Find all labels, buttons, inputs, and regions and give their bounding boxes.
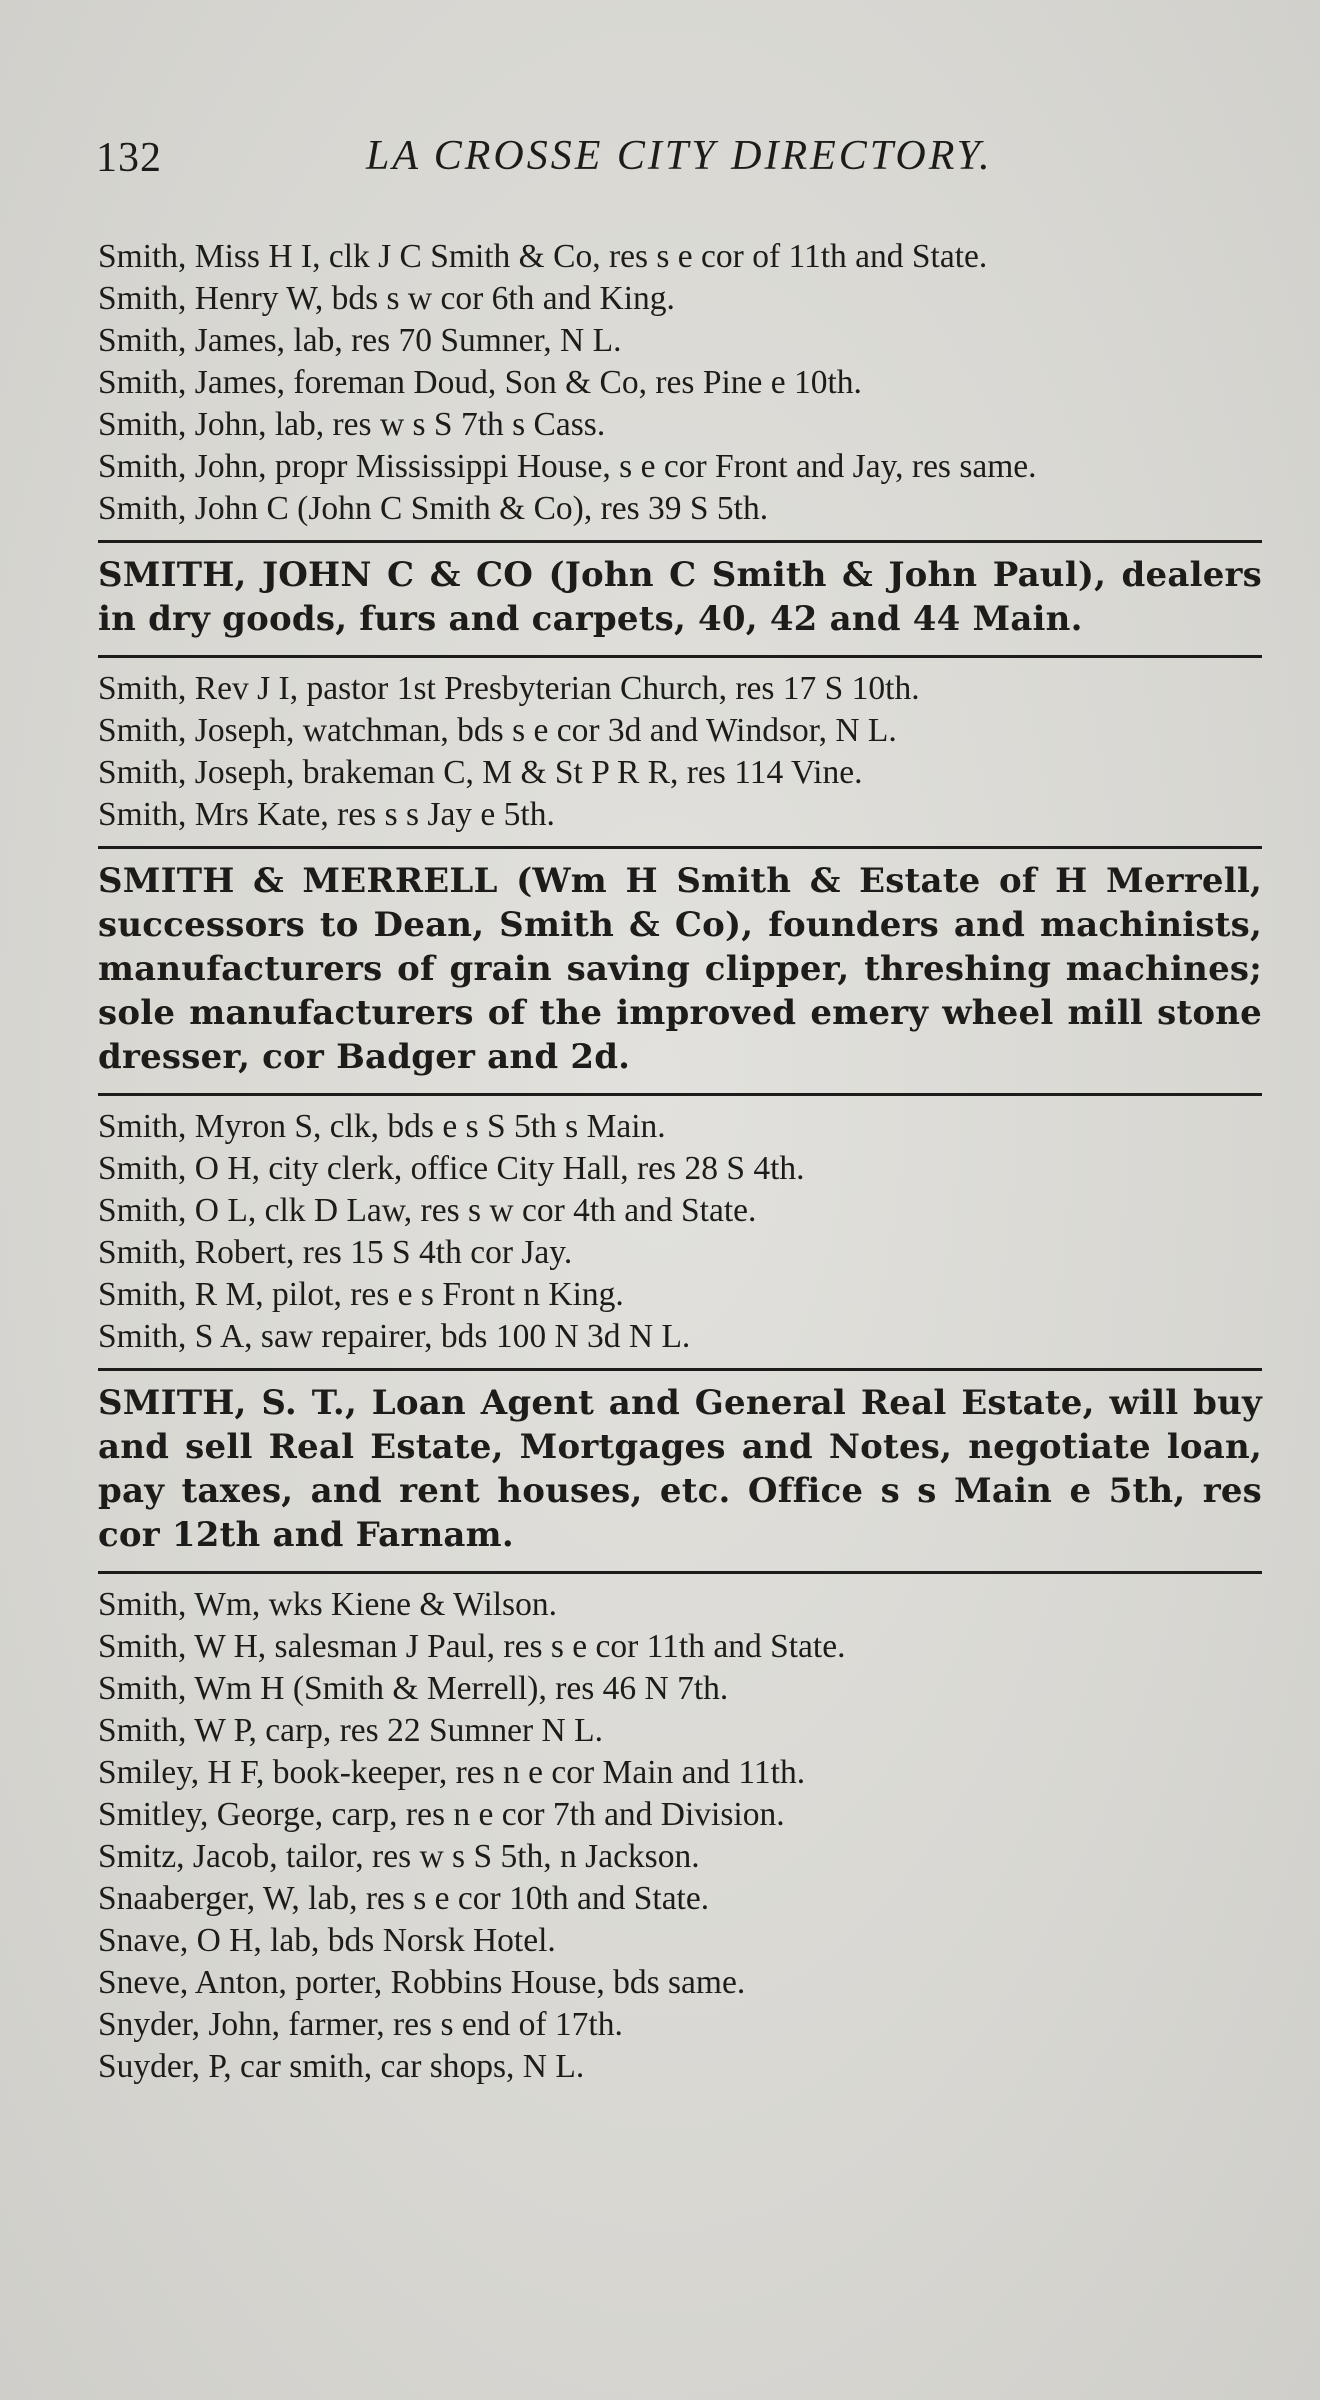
featured-listing: SMITH, JOHN C & CO (John C Smith & John Paul), dealers in dry goods, furs and carpets, 40, 42 and 44 Main. [98, 555, 1262, 639]
page-number: 132 [96, 135, 162, 181]
list-item: Smith, W P, carp, res 22 Sumner N L. [98, 1712, 603, 1749]
list-item: Smiley, H F, book-keeper, res n e cor Main and 11th. [98, 1754, 806, 1791]
list-item: Smith, Robert, res 15 S 4th cor Jay. [98, 1234, 573, 1271]
list-item: Snyder, John, farmer, res s end of 17th. [98, 2006, 623, 2043]
list-item: Smith, Joseph, watchman, bds s e cor 3d and Windsor, N L. [98, 712, 897, 749]
featured-listing: SMITH & MERRELL (Wm H Smith & Estate of H Merrell, successors to Dean, Smith & Co), founders and machinists, manufacturers of grain saving clipper, threshing machines; sole manufacturers of the improved emery wheel mill stone dresser, cor Badger and 2d. [98, 861, 1262, 1077]
list-item: Smith, Mrs Kate, res s s Jay e 5th. [98, 796, 555, 833]
list-item: Smith, Wm H (Smith & Merrell), res 46 N 7th. [98, 1670, 729, 1707]
featured-listing-box [98, 846, 1262, 1096]
list-item: Smith, James, lab, res 70 Sumner, N L. [98, 322, 622, 359]
directory-listing [98, 236, 1262, 2088]
list-item: Smith, Rev J I, pastor 1st Presbyterian Church, res 17 S 10th. [98, 670, 920, 707]
running-title: LA CROSSE CITY DIRECTORY. [366, 133, 993, 179]
list-item: Smitley, George, carp, res n e cor 7th and Division. [98, 1796, 785, 1833]
list-item: Smith, R M, pilot, res e s Front n King. [98, 1276, 624, 1313]
list-item: Smith, John, propr Mississippi House, s e cor Front and Jay, res same. [98, 448, 1037, 485]
featured-listing-box [98, 1368, 1262, 1574]
list-item: Smith, O H, city clerk, office City Hall, res 28 S 4th. [98, 1150, 805, 1187]
page-header [96, 128, 1260, 188]
list-item: Smith, O L, clk D Law, res s w cor 4th and State. [98, 1192, 757, 1229]
featured-listing: SMITH, S. T., Loan Agent and General Real Estate, will buy and sell Real Estate, Mortgages and Notes, negotiate loan, pay taxes, and rent houses, etc. Office s s Main e 5th, res cor 12th and Farnam. [98, 1383, 1262, 1555]
list-item: Snave, O H, lab, bds Norsk Hotel. [98, 1922, 556, 1959]
list-item: Snaaberger, W, lab, res s e cor 10th and State. [98, 1880, 710, 1917]
list-item: Smitz, Jacob, tailor, res w s S 5th, n Jackson. [98, 1838, 700, 1875]
featured-listing-box [98, 540, 1262, 658]
list-item: Smith, W H, salesman J Paul, res s e cor 11th and State. [98, 1628, 846, 1665]
list-item: Smith, James, foreman Doud, Son & Co, res Pine e 10th. [98, 364, 862, 401]
list-item: Suyder, P, car smith, car shops, N L. [98, 2048, 585, 2085]
list-item: Smith, S A, saw repairer, bds 100 N 3d N L. [98, 1318, 691, 1355]
list-item: Smith, John C (John C Smith & Co), res 39 S 5th. [98, 490, 769, 527]
list-item: Sneve, Anton, porter, Robbins House, bds same. [98, 1964, 746, 2001]
list-item: Smith, Henry W, bds s w cor 6th and King. [98, 280, 675, 317]
list-item: Smith, John, lab, res w s S 7th s Cass. [98, 406, 606, 443]
list-item: Smith, Miss H I, clk J C Smith & Co, res s e cor of 11th and State. [98, 238, 988, 275]
list-item: Smith, Myron S, clk, bds e s S 5th s Main. [98, 1108, 666, 1145]
list-item: Smith, Joseph, brakeman C, M & St P R R, res 114 Vine. [98, 754, 863, 791]
list-item: Smith, Wm, wks Kiene & Wilson. [98, 1586, 557, 1623]
